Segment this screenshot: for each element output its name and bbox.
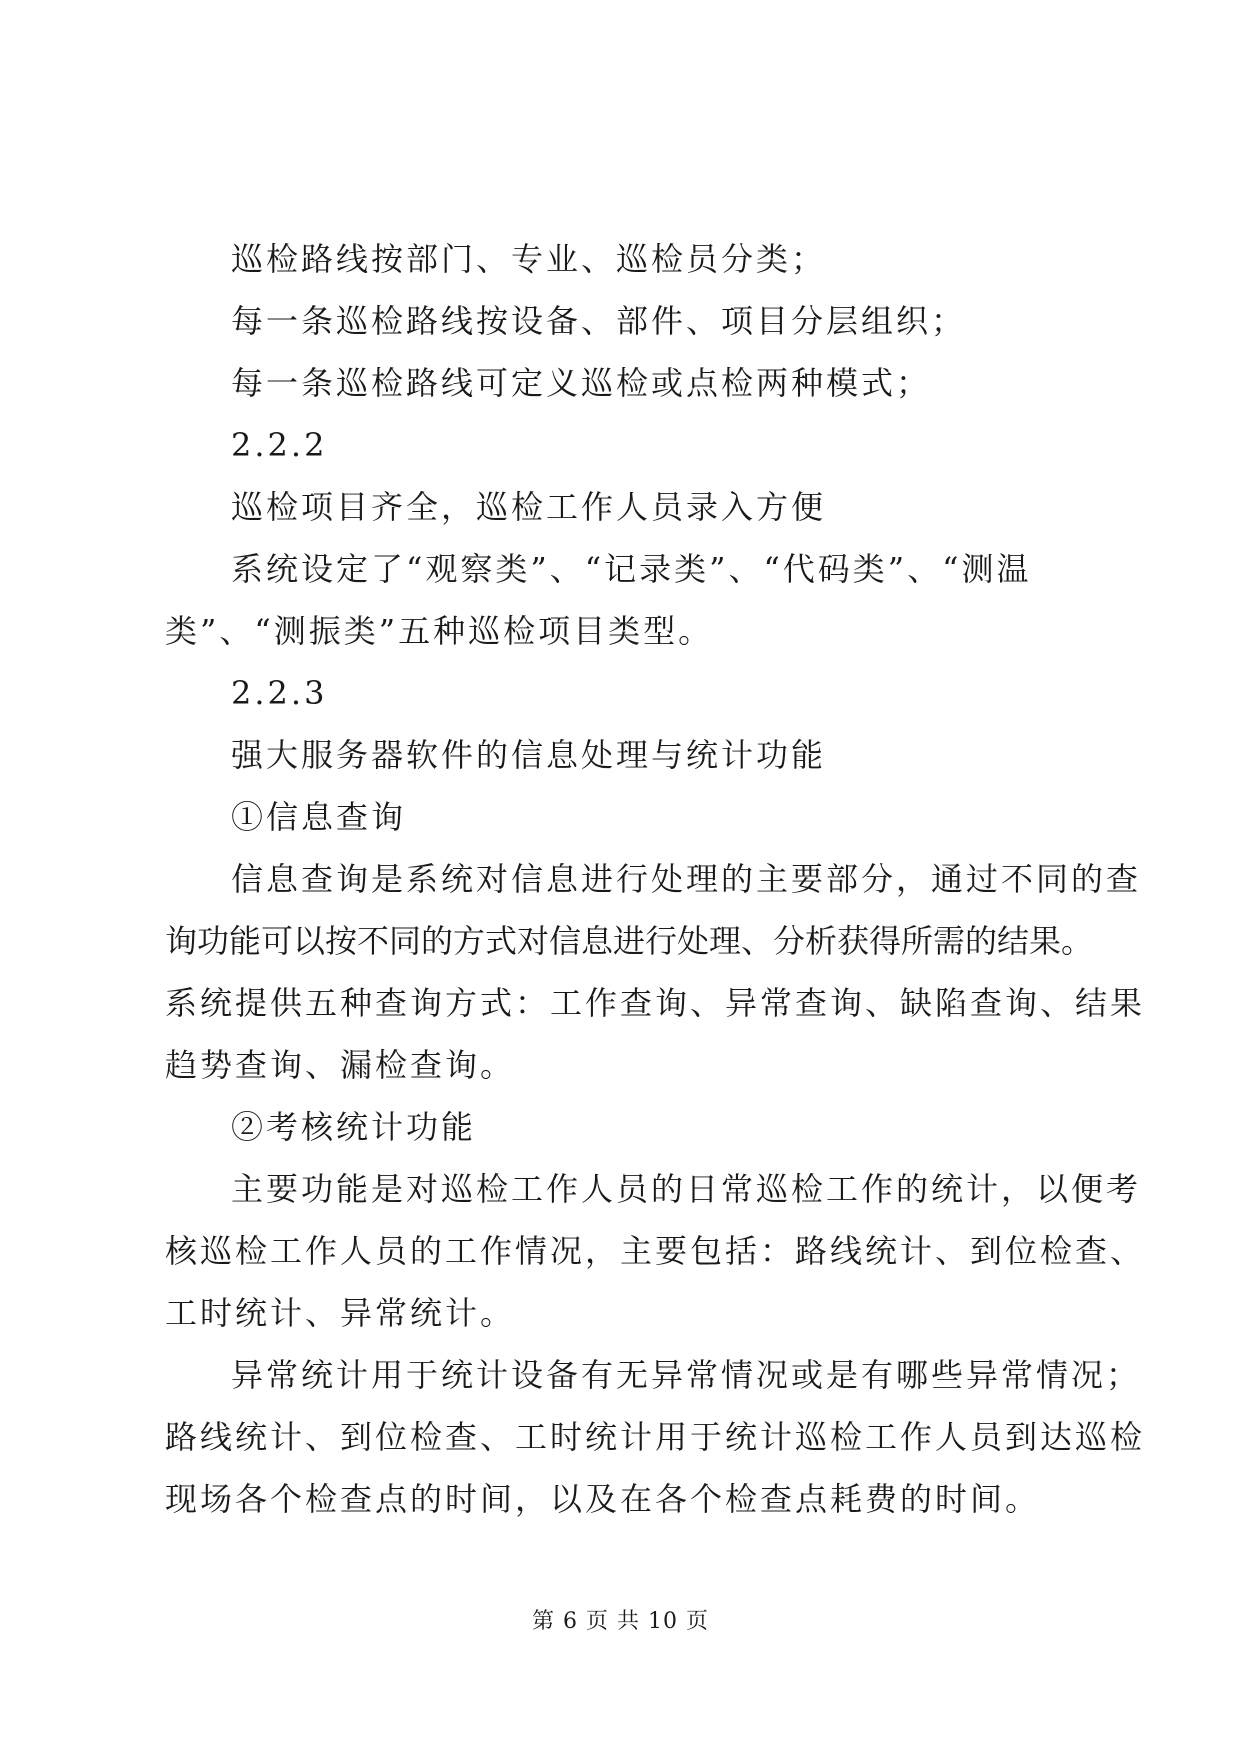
- body-line: 信息查询是系统对信息进行处理的主要部分，通过不同的查: [231, 860, 1142, 898]
- section-number: 2.2.3: [231, 674, 328, 712]
- body-line: 路线统计、到位检查、工时统计用于统计巡检工作人员到达巡检: [165, 1418, 1146, 1456]
- document-body: [165, 228, 1146, 1530]
- body-line: 系统设定了“观察类”、“记录类”、“代码类”、“测温: [231, 550, 1032, 588]
- subsection-heading: ①信息查询: [231, 798, 407, 836]
- body-line: 主要功能是对巡检工作人员的日常巡检工作的统计，以便考: [231, 1170, 1142, 1208]
- body-line: 每一条巡检路线可定义巡检或点检两种模式；: [231, 364, 932, 402]
- body-line: 类”、“测振类”五种巡检项目类型。: [165, 612, 714, 650]
- body-line: 现场各个检查点的时间，以及在各个检查点耗费的时间。: [165, 1480, 1041, 1518]
- body-line: 巡检路线按部门、专业、巡检员分类；: [231, 240, 827, 278]
- body-line: 核巡检工作人员的工作情况，主要包括：路线统计、到位检查、: [165, 1232, 1146, 1270]
- body-line: 工时统计、异常统计。: [165, 1294, 516, 1332]
- body-line: 每一条巡检路线按设备、部件、项目分层组织；: [231, 302, 967, 340]
- subsection-heading: ②考核统计功能: [231, 1108, 477, 1146]
- page-number-footer: 第 6 页 共 10 页: [532, 1609, 709, 1634]
- body-line: 系统提供五种查询方式：工作查询、异常查询、缺陷查询、结果: [165, 984, 1146, 1022]
- body-line: 异常统计用于统计设备有无异常情况或是有哪些异常情况；: [231, 1356, 1142, 1394]
- section-number: 2.2.2: [231, 426, 328, 464]
- section-heading: 巡检项目齐全，巡检工作人员录入方便: [231, 488, 827, 526]
- section-heading: 强大服务器软件的信息处理与统计功能: [231, 736, 827, 774]
- body-line: 趋势查询、漏检查询。: [165, 1046, 516, 1084]
- body-line: 询功能可以按不同的方式对信息进行处理、分析获得所需的结果。: [165, 922, 1094, 960]
